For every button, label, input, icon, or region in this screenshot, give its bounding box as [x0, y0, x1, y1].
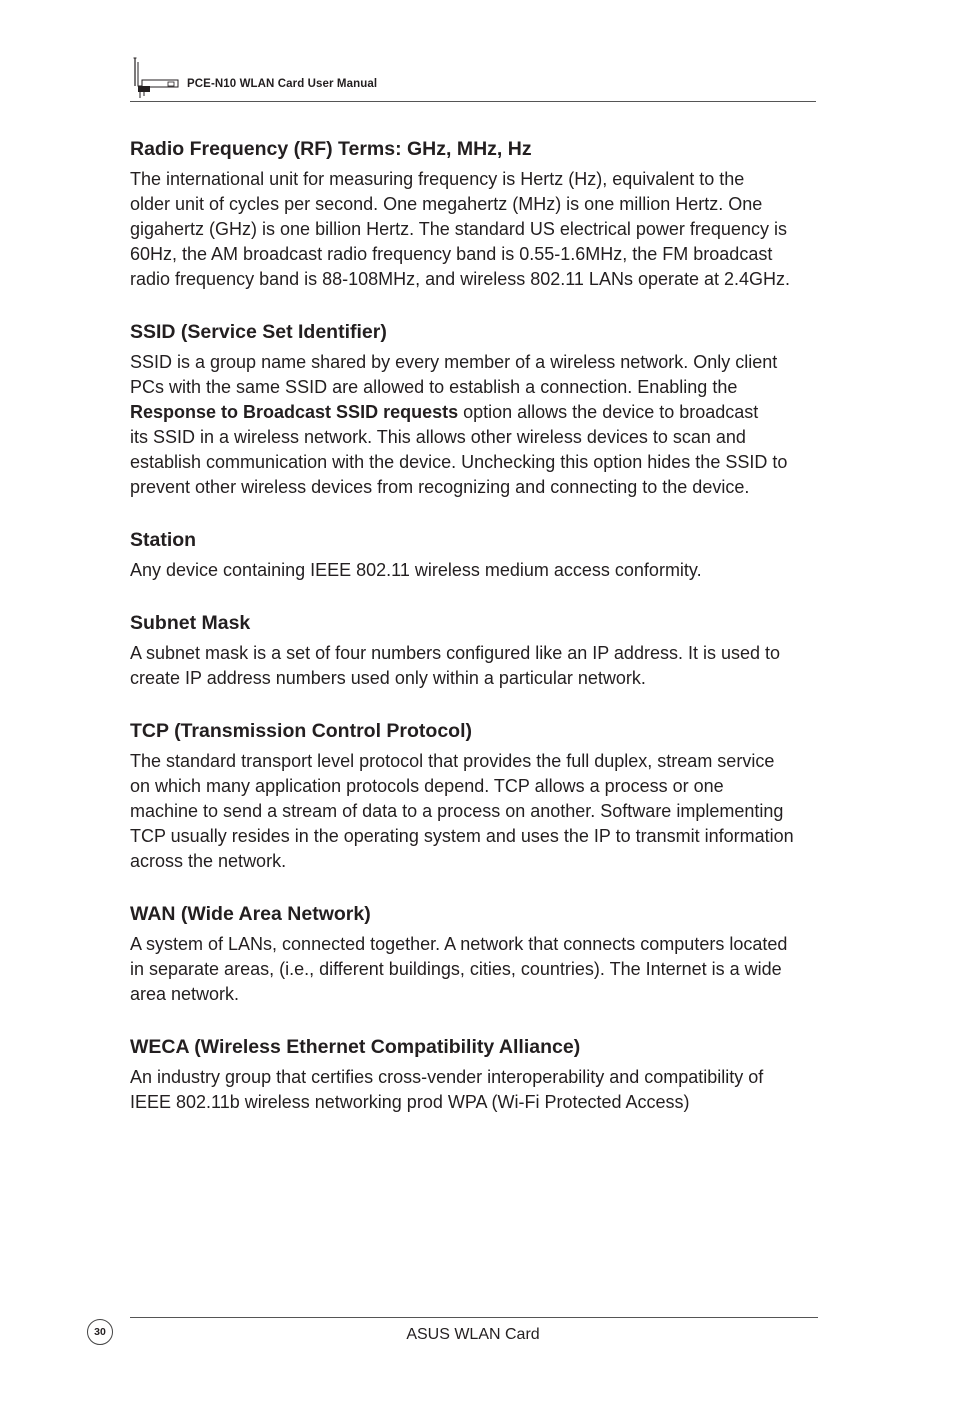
page-header	[130, 56, 816, 104]
term-heading: TCP (Transmission Control Protocol)	[130, 720, 473, 742]
desc-line: across the network.	[130, 851, 287, 871]
desc-line: in separate areas, (i.e., different buildings, cities, countries). The Internet is a wide	[130, 959, 782, 979]
desc-line: A subnet mask is a set of four numbers configured like an IP address. It is used to	[130, 643, 781, 663]
glossary-entry-rf	[130, 136, 830, 292]
footer-divider	[130, 1317, 818, 1318]
manual-title: PCE-N10 WLAN Card User Manual	[187, 78, 378, 90]
desc-line: Any device containing IEEE 802.11 wireless medium access conformity.	[130, 560, 702, 580]
page-number: 30	[94, 1326, 106, 1338]
desc-line: IEEE 802.11b wireless networking prod WPA (Wi-Fi Protected Access)	[130, 1092, 690, 1112]
desc-line: gigahertz (GHz) is one billion Hertz. The standard US electrical power frequency is	[130, 219, 787, 239]
glossary-entry-subnet-mask	[130, 610, 830, 691]
desc-line: 60Hz, the AM broadcast radio frequency band is 0.55-1.6MHz, the FM broadcast	[130, 244, 773, 264]
desc-line: machine to send a stream of data to a process on another. Software implementing	[130, 801, 784, 821]
glossary-entry-weca	[130, 1034, 830, 1115]
desc-line: A system of LANs, connected together. A network that connects computers located	[130, 934, 788, 954]
page-number-badge	[87, 1319, 113, 1345]
term-heading: WAN (Wide Area Network)	[130, 903, 371, 925]
desc-line: older unit of cycles per second. One megahertz (MHz) is one million Hertz. One	[130, 194, 763, 214]
wlan-card-icon	[130, 56, 182, 100]
desc-line: TCP usually resides in the operating system and uses the IP to transmit information	[130, 826, 794, 846]
desc-line: area network.	[130, 984, 240, 1004]
desc-line: SSID is a group name shared by every member of a wireless network. Only client	[130, 352, 778, 372]
term-heading: Radio Frequency (RF) Terms: GHz, MHz, Hz	[130, 138, 532, 160]
glossary-entry-wan	[130, 901, 830, 1007]
glossary-entry-station	[130, 527, 830, 583]
desc-line: The international unit for measuring frequency is Hertz (Hz), equivalent to the	[130, 169, 745, 189]
term-heading: SSID (Service Set Identifier)	[130, 321, 387, 343]
term-description	[130, 932, 830, 1007]
footer-title: ASUS WLAN Card	[406, 1326, 540, 1343]
desc-line: prevent other wireless devices from recognizing and connecting to the device.	[130, 477, 750, 497]
term-heading: Subnet Mask	[130, 612, 251, 634]
desc-line: on which many application protocols depend. TCP allows a process or one	[130, 776, 724, 796]
desc-line: option allows the device to broadcast	[458, 402, 759, 422]
term-description	[130, 350, 830, 500]
desc-line: its SSID in a wireless network. This allows other wireless devices to scan and	[130, 427, 746, 447]
term-description	[130, 558, 830, 583]
glossary-entry-tcp	[130, 718, 830, 874]
glossary-content	[130, 136, 830, 1142]
term-description	[130, 1065, 830, 1115]
desc-line: The standard transport level protocol that provides the full duplex, stream service	[130, 751, 775, 771]
term-description	[130, 641, 830, 691]
desc-line: PCs with the same SSID are allowed to establish a connection. Enabling the	[130, 377, 738, 397]
glossary-entry-ssid	[130, 319, 830, 500]
desc-line: establish communication with the device. Unchecking this option hides the SSID to	[130, 452, 788, 472]
desc-line: An industry group that certifies cross-vender interoperability and compatibility of	[130, 1067, 764, 1087]
term-heading: Station	[130, 529, 197, 551]
term-heading: WECA (Wireless Ethernet Compatibility Alliance)	[130, 1036, 581, 1058]
term-description	[130, 749, 830, 874]
desc-line: create IP address numbers used only within a particular network.	[130, 668, 646, 688]
header-divider	[130, 101, 816, 102]
term-description	[130, 167, 830, 292]
desc-line: radio frequency band is 88-108MHz, and wireless 802.11 LANs operate at 2.4GHz.	[130, 269, 791, 289]
setting-name-emphasis: Response to Broadcast SSID requests	[130, 402, 459, 422]
